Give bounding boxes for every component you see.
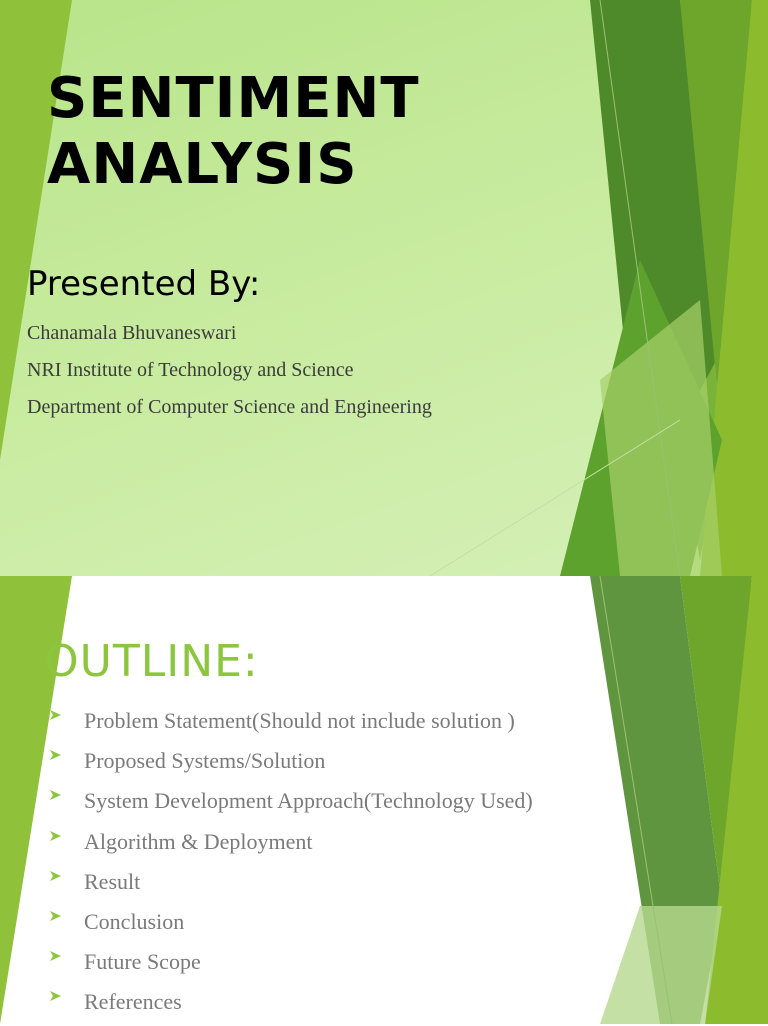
arrowhead-bullet-icon — [47, 905, 84, 931]
list-item — [47, 704, 533, 744]
outline-list — [47, 704, 533, 1026]
outline-item-text: Algorithm & Deployment — [84, 828, 313, 854]
title-line-1: SENTIMENT — [47, 66, 420, 131]
presented-by-heading: Presented By: — [27, 264, 261, 304]
outline-item-text: Result — [84, 868, 141, 894]
list-item — [47, 945, 533, 985]
outline-item-text: Conclusion — [84, 908, 185, 934]
list-item — [47, 905, 533, 945]
outline-item-text: Problem Statement(Should not include solution ) — [84, 708, 515, 733]
institute-name: NRI Institute of Technology and Science — [27, 359, 354, 381]
presenter-details — [27, 320, 432, 431]
list-item — [47, 784, 533, 824]
arrowhead-bullet-icon — [47, 704, 84, 730]
title-line-2: ANALYSIS — [47, 132, 358, 197]
outline-item-text: System Development Approach(Technology Used) — [84, 788, 533, 814]
list-item — [47, 985, 533, 1025]
arrowhead-bullet-icon — [47, 865, 84, 891]
outline-item-text: Future Scope — [84, 949, 201, 975]
arrowhead-bullet-icon — [47, 985, 84, 1011]
arrowhead-bullet-icon — [47, 744, 84, 770]
slide-title — [47, 66, 420, 198]
list-item — [47, 744, 533, 784]
department-name: Department of Computer Science and Engineering — [27, 396, 432, 418]
arrowhead-bullet-icon — [47, 945, 84, 971]
list-item — [47, 865, 533, 905]
arrowhead-bullet-icon — [47, 825, 84, 851]
outline-item-text: Proposed Systems/Solution — [84, 748, 326, 774]
outline-item-text: References — [84, 989, 182, 1015]
presenter-name: Chanamala Bhuvaneswari — [27, 322, 237, 344]
outline-heading: OUTLINE: — [44, 636, 259, 687]
list-item — [47, 825, 533, 865]
arrowhead-bullet-icon — [47, 784, 84, 810]
